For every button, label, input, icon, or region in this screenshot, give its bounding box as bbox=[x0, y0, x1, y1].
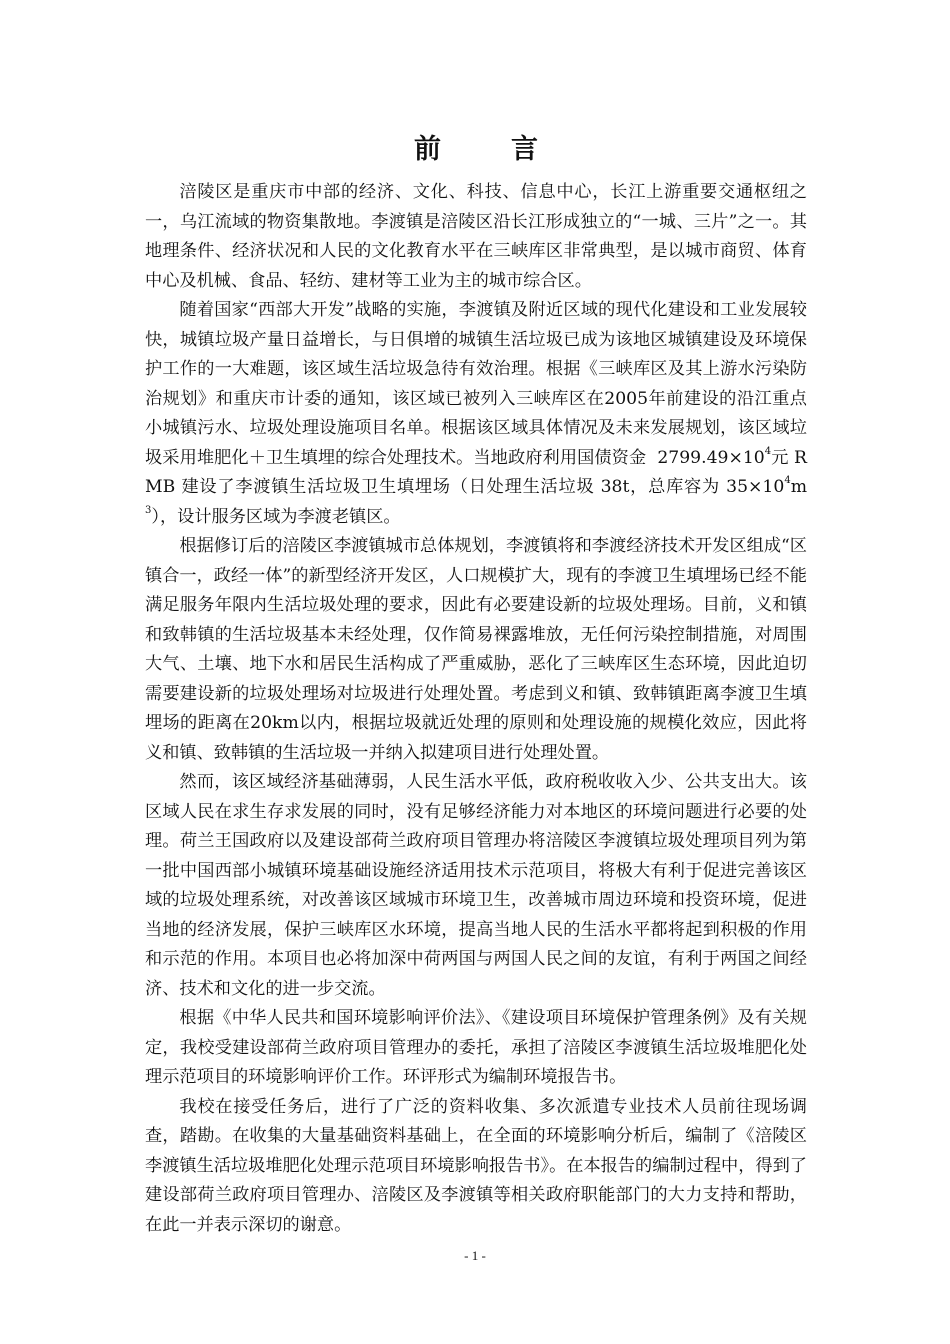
capacity-unit-exponent: 3 bbox=[145, 504, 152, 516]
document-page bbox=[145, 128, 807, 1240]
page-title: 前言 bbox=[414, 134, 608, 165]
page-number: - 1 - bbox=[464, 1248, 486, 1263]
investment-value: 2799.49×10 bbox=[657, 447, 765, 468]
paragraph-1: 涪陵区是重庆市中部的经济、文化、科技、信息中心，长江上游重要交通枢纽之一，乌江流域的物资集散地。李渡镇是涪陵区沿长江形成独立的“一城、三片”之一。其地理条件、经济状况和人民的文化教育水平在三峡库区非常典型，是以城市商贸、体育中心及机械、食品、轻纺、建材等工业为主的城市综合区。 bbox=[145, 182, 807, 291]
capacity-exponent: 4 bbox=[784, 475, 791, 487]
investment-exponent: 4 bbox=[764, 445, 772, 457]
paragraph-2-tail: ），设计服务区域为李渡老镇区。 bbox=[151, 506, 401, 527]
investment-unit: 元 RMB 建设了李渡镇生活垃圾卫生填埋场（日处理生活垃圾 38t，总库容为 35×10 bbox=[145, 447, 807, 497]
capacity-unit: m bbox=[790, 477, 807, 497]
paragraph-2-text: 随着国家“西部大开发”战略的实施，李渡镇及附近区域的现代化建设和工业发展较快，城镇垃圾产量日益增长，与日俱增的城镇生活垃圾已成为该地区城镇建设及环境保护工作的一大难题，该区域生活垃圾急待有效治理。根据《三峡库区及其上游水污染防治规划》和重庆市计委的通知，该区域已被列入三峡库区在2005年前建设的沿江重点小城镇污水、垃圾处理设施项目名单。根据该区域具体情况及未来发展规划，该区域垃圾采用堆肥化＋卫生填埋的综合处理技术。当地政府利用国债资金 bbox=[145, 300, 807, 468]
paragraph-5: 根据《中华人民共和国环境影响评价法》、《建设项目环境保护管理条例》及有关规定，我校受建设部荷兰政府项目管理办的委托，承担了涪陵区李渡镇生活垃圾堆肥化处理示范项目的环境影响评价工作。环评形式为编制环境报告书。 bbox=[145, 1008, 807, 1087]
paragraph-4: 然而，该区域经济基础薄弱，人民生活水平低，政府税收收入少、公共支出大。该区域人民在求生存求发展的同时，没有足够经济能力对本地区的环境问题进行必要的处理。荷兰王国政府以及建设部荷兰政府项目管理办将涪陵区李渡镇垃圾处理项目列为第一批中国西部小城镇环境基础设施经济适用技术示范项目，将极大有利于促进完善该区域的垃圾处理系统，对改善该区域城市环境卫生，改善城市周边环境和投资环境，促进当地的经济发展，保护三峡库区水环境，提高当地人民的生活水平都将起到积极的作用和示范的作用。本项目也必将加深中荷两国与两国人民之间的友谊，有利于两国之间经济、技术和文化的进一步交流。 bbox=[145, 772, 807, 999]
paragraph-6: 我校在接受任务后，进行了广泛的资料收集、多次派遣专业技术人员前往现场调查，踏勘。在收集的大量基础资料基础上，在全面的环境影响分析后，编制了《涪陵区李渡镇生活垃圾堆肥化处理示范项目环境影响报告书》。在本报告的编制过程中，得到了建设部荷兰政府项目管理办、涪陵区及李渡镇等相关政府职能部门的大力支持和帮助，在此一并表示深切的谢意。 bbox=[145, 1096, 807, 1235]
paragraph-3: 根据修订后的涪陵区李渡镇城市总体规划，李渡镇将和李渡经济技术开发区组成“区镇合一，政经一体”的新型经济开发区，人口规模扩大，现有的李渡卫生填埋场已经不能满足服务年限内生活垃圾处理的要求，因此有必要建设新的垃圾处理场。目前，义和镇和致韩镇的生活垃圾基本未经处理，仅作简易裸露堆放，无任何污染控制措施，对周围大气、土壤、地下水和居民生活构成了严重威胁，恶化了三峡库区生态环境，因此迫切需要建设新的垃圾处理场对垃圾进行处理处置。考虑到义和镇、致韩镇距离李渡卫生填埋场的距离在20km以内，根据垃圾就近处理的原则和处理设施的规模化效应，因此将义和镇、致韩镇的生活垃圾一并纳入拟建项目进行处理处置。 bbox=[145, 536, 807, 763]
paragraph-2 bbox=[145, 296, 807, 532]
